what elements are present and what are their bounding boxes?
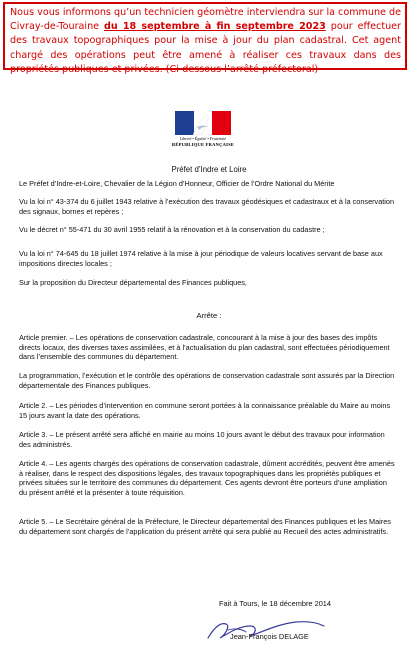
article-1-paragraph-2: La programmation, l’exécution et le contrôle des opérations de conservation cadastrale sont assurés par la Direction départementale des Finances publiques.: [19, 371, 395, 390]
marianne-logo: [171, 111, 235, 155]
prefet-heading: Préfet d’Indre et Loire: [171, 165, 247, 174]
notice-dates: du 18 septembre à fin septembre 2023: [103, 21, 326, 33]
signature-date-line: Fait à Tours, le 18 décembre 2014: [219, 599, 332, 608]
article-1: Article premier. – Les opérations de conservation cadastrale, concourant à la mise à jour des bases des impôts directs locaux, des diverses taxes assimilées, et à l’actualisation du plan cadastral, sont effectuées périodiquement dans l’ensemble des communes du département.: [19, 333, 390, 362]
preamble-4: Vu la loi n° 74-645 du 18 juillet 1974 relative à la mise à jour périodique de valeurs locatives servant de base aux impositions directes locales ;: [19, 249, 383, 268]
preamble-1: Le Préfet d’Indre-et-Loire, Chevalier de la Légion d’Honneur, Officier de l’Ordre National du Mérite: [19, 179, 335, 188]
preamble-3: Vu le décret n° 55-471 du 30 avril 1955 relatif à la rénovation et à la conservation du cadastre ;: [19, 225, 325, 234]
notice-box: [3, 2, 407, 75]
article-4: Article 4. – Les agents chargés des opérations de conservation cadastrale, dûment accrédités, peuvent être amenés à réaliser, dans le respect des dispositions légales, des travaux topographiques dans les propriétés publiques et privées situées sur le territoire des communes du département. Ces agents devront être porteurs d’une ampliation du présent arrêté et la présenter à toute réquisition.: [19, 459, 395, 498]
preamble-5: Sur la proposition du Directeur départemental des Finances publiques,: [19, 278, 247, 287]
notice-text-after: pour effectuer des travaux topographiques pour la mise à jour du plan cadastral. Cet agent chargé des opérations peut être amené à réaliser ces travaux dans des propriétés publiques et privées. (Ci-dessous l’arrêté préfectoral): [10, 21, 402, 75]
logo-republique-francaise: RÉPUBLIQUE FRANÇAISE: [171, 142, 235, 147]
article-5: Article 5. – Le Secrétaire général de la Préfecture, le Directeur départemental des Finances publiques et les Maires du département sont chargés de l’application du présent arrêté qui sera publié au Recueil des actes administratifs.: [19, 517, 391, 536]
signatory-name: Jean-François DELAGE: [230, 632, 309, 641]
preamble-2: Vu la loi n° 43-374 du 6 juillet 1943 relative à l’exécution des travaux géodésiques et cadastraux et à la conservation des signaux, bornes et repères ;: [19, 197, 395, 216]
notice-text-before: Nous vous informons qu’un technicien géomètre interviendra sur la commune de Civray-de-Touraine: [10, 7, 401, 33]
article-2: Article 2. – Les périodes d’intervention en commune seront portées à la connaissance préalable du Maire au moins 15 jours avant la date des opérations.: [19, 401, 391, 420]
logo-motto: Liberté • Égalité • Fraternité: [179, 136, 227, 141]
marianne-flag-icon: [175, 111, 231, 135]
article-3: Article 3. – Le présent arrêté sera affiché en mairie au moins 10 jours avant le début des travaux pour information des administrés.: [19, 430, 385, 449]
arrete-heading: Arrête :: [196, 311, 222, 320]
